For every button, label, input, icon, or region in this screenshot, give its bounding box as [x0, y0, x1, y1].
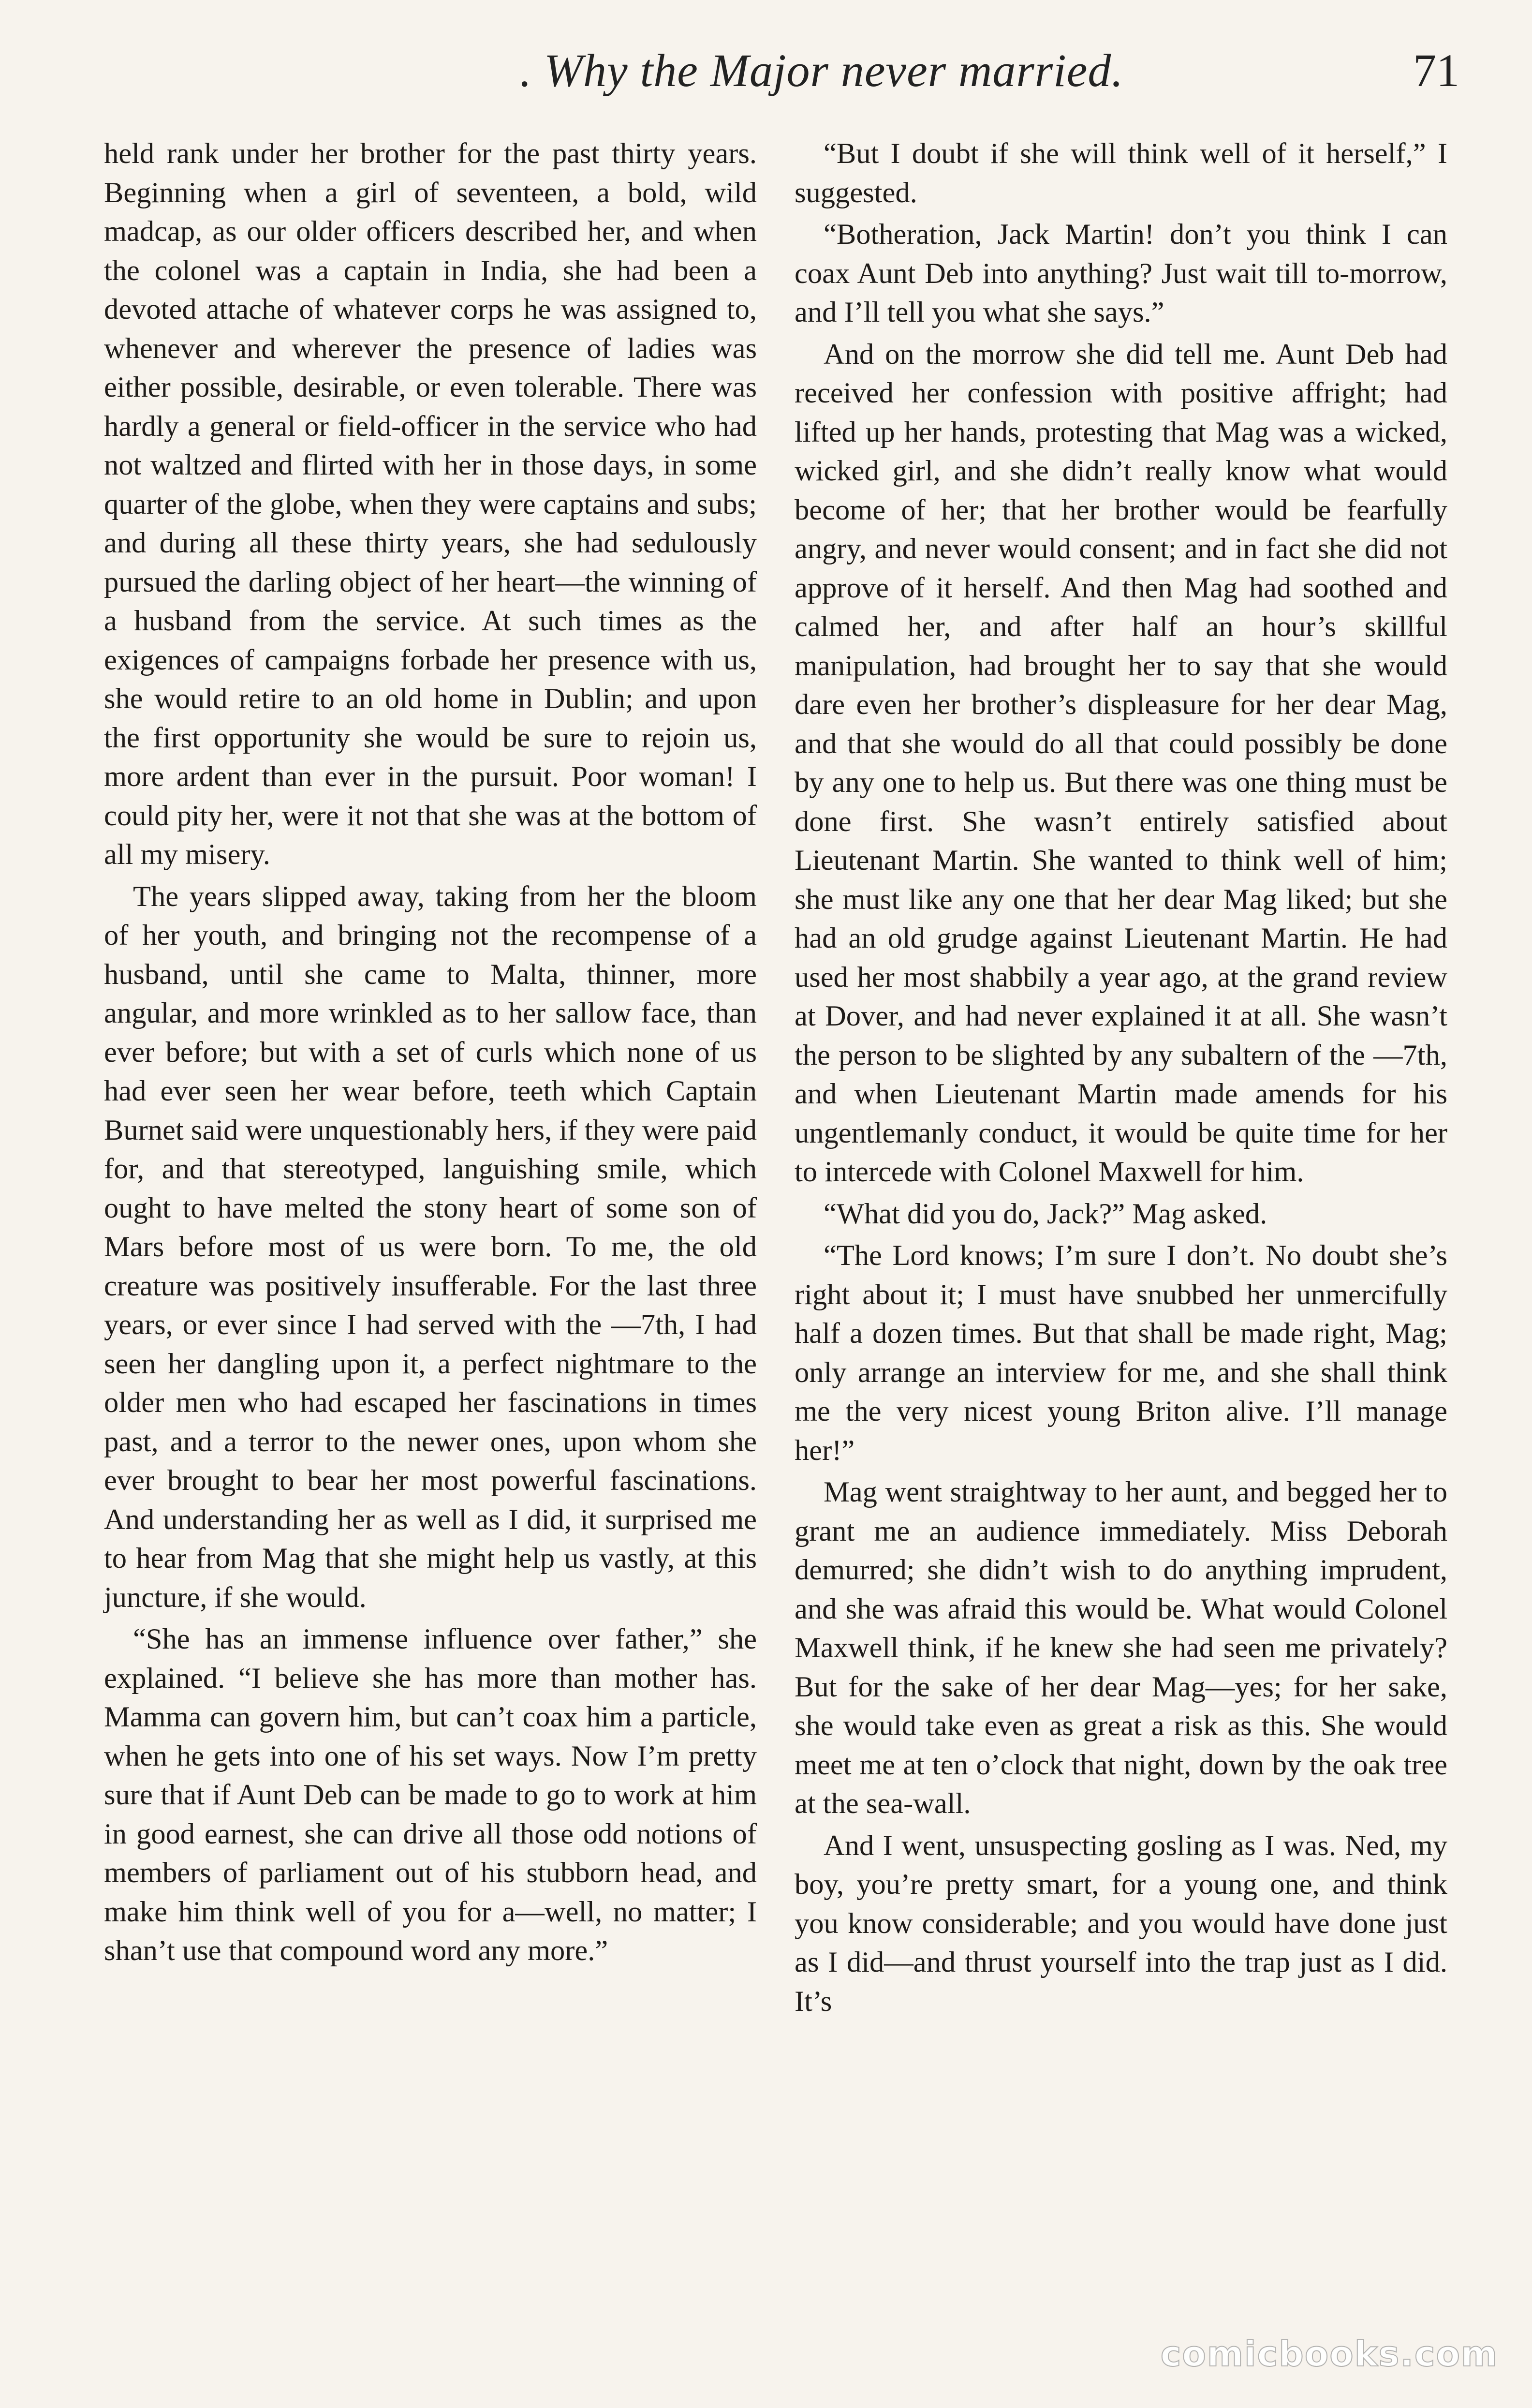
page-number: 71	[1413, 45, 1459, 96]
paragraph: And I went, unsuspecting gosling as I was. Ned, my boy, you’re pretty smart, for a young one, and think you know considerable; and you would have done just as I did—and thrust yourself into the trap just as I did. It’s	[795, 1829, 1447, 2018]
page-header	[0, 39, 1532, 106]
paragraph: Mag went straightway to her aunt, and begged her to grant me an audience immediately. Miss Deborah demurred; she didn’t wish to do anything imprudent, and she was afraid this would be. What would Colonel Maxwell think, if he knew she had seen me privately? But for the sake of her dear Mag—yes; for her sake, she would take even as great a risk as this. She would meet me at ten o’clock that night, down by the oak tree at the sea-wall.	[795, 1476, 1447, 1820]
paragraph: “But I doubt if she will think well of it herself,” I suggested.	[795, 137, 1447, 209]
running-title: . Why the Major never married.	[520, 45, 1124, 96]
paragraph: “She has an immense influence over father,” she explained. “I believe she has more than mother has. Mamma can govern him, but can’t coax him a particle, when he gets into one of his set ways. Now I’m pretty sure that if Aunt Deb can be made to go to work at him in good earnest, she can drive all those odd notions of members of parliament out of his stubborn head, and make him think well of you for a—well, no matter; I shan’t use that compound word any more.”	[104, 1623, 757, 1967]
paragraph: The years slipped away, taking from her the bloom of her youth, and bringing not the recompense of a husband, until she came to Malta, thinner, more angular, and more wrinkled as to her sallow face, than ever before; but with a set of curls which none of us had ever seen her wear before, teeth which Captain Burnet said were unquestionably hers, if they were paid for, and that stereotyped, languishing smile, which ought to have melted the stony heart of some son of Mars before most of us were born. To me, the old creature was positively insufferable. For the last three years, or ever since I had served with the —7th, I had seen her dangling upon it, a perfect nightmare to the older men who had escaped her fascinations in times past, and a terror to the newer ones, upon whom she ever brought to bear her most powerful fascinations. And understanding her as well as I did, it surprised me to hear from Mag that she might help us vastly, at this juncture, if she would.	[104, 880, 757, 1614]
paragraph: “Botheration, Jack Martin! don’t you think I can coax Aunt Deb into anything? Just wait till to-morrow, and I’ll tell you what she says.”	[795, 218, 1447, 328]
watermark: comicbooks.com	[1160, 2334, 1498, 2374]
paragraph: And on the morrow she did tell me. Aunt Deb had received her confession with positive affright; had lifted up her hands, protesting that Mag was a wicked, wicked girl, and she didn’t really know what would become of her; that her brother would be fearfully angry, and never would consent; and in fact she did not approve of it herself. And then Mag had soothed and calmed her, and after half an hour’s skillful manipulation, had brought her to say that she would dare even her brother’s displeasure for her dear Mag, and that she would do all that could possibly be done by any one to help us. But there was one thing must be done first. She wasn’t entirely satisfied about Lieutenant Martin. She wanted to think well of him; she must like any one that her dear Mag liked; but she had an old grudge against Lieutenant Martin. He had used her most shabbily a year ago, at the grand review at Dover, and had never explained it at all. She wasn’t the person to be slighted by any subaltern of the —7th, and when Lieutenant Martin made amends for his ungentlemanly conduct, it would be quite time for her to intercede with Colonel Maxwell for him.	[795, 338, 1447, 1188]
paragraph: “What did you do, Jack?” Mag asked.	[824, 1197, 1267, 1230]
paragraph: held rank under her brother for the past thirty years. Beginning when a girl of seventeen, a bold, wild madcap, as our older officers described her, and when the colonel was a captain in India, she had been a devoted attache of whatever corps he was assigned to, whenever and wherever the presence of ladies was either possible, desirable, or even tolerable. There was hardly a general or field-officer in the service who had not waltzed and flirted with her in those days, in some quarter of the globe, when they were captains and subs; and during all these thirty years, she had sedulously pursued the darling object of her heart—the winning of a husband from the service. At such times as the exigences of campaigns forbade her presence with us, she would retire to an old home in Dublin; and upon the first opportunity she would be sure to rejoin us, more ardent than ever in the pursuit. Poor woman! I could pity her, were it not that she was at the bottom of all my misery.	[104, 137, 757, 871]
paragraph: “The Lord knows; I’m sure I don’t. No doubt she’s right about it; I must have snubbed her unmercifully half a dozen times. But that shall be made right, Mag; only arrange an interview for me, and she shall think me the very nicest young Briton alive. I’ll manage her!”	[795, 1239, 1447, 1467]
right-column	[795, 134, 1447, 2024]
left-column	[104, 134, 757, 1974]
